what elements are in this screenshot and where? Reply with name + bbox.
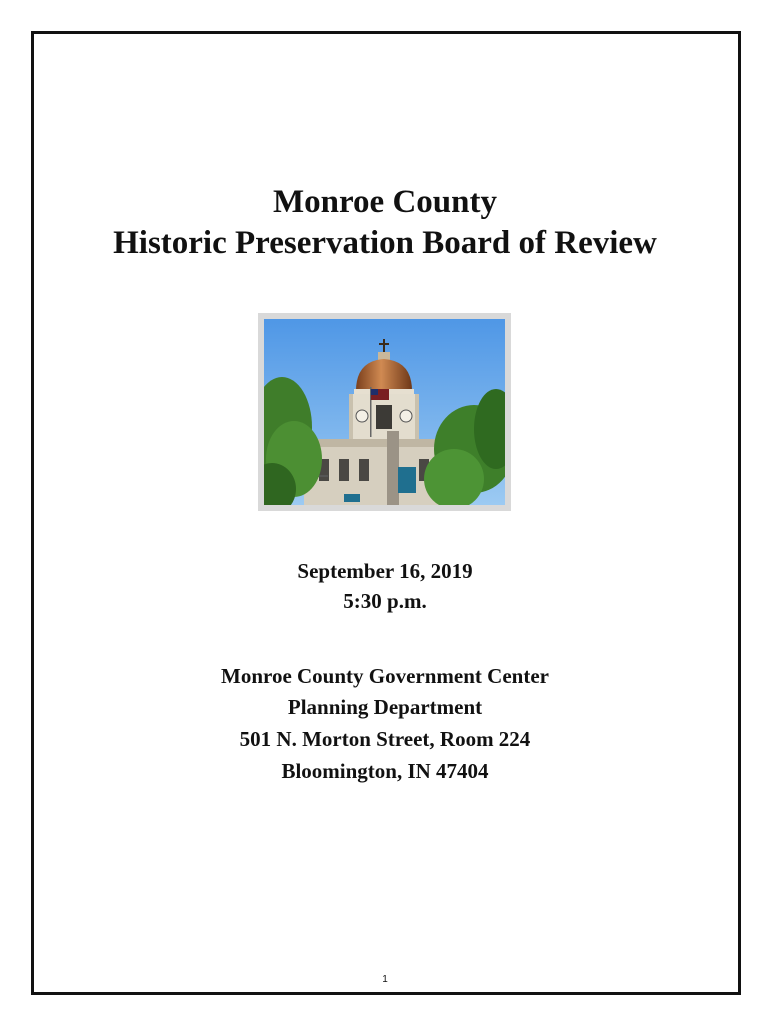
page-border xyxy=(31,31,741,995)
meeting-time: 5:30 p.m. xyxy=(343,589,427,613)
meeting-date: September 16, 2019 xyxy=(297,559,473,583)
page-number: 1 xyxy=(382,974,388,985)
location-city: Bloomington, IN 47404 xyxy=(281,759,489,783)
location-department: Planning Department xyxy=(287,695,483,719)
courthouse-photo xyxy=(264,319,505,505)
location-street: 501 N. Morton Street, Room 224 xyxy=(239,727,531,751)
courthouse-photo-frame xyxy=(258,313,511,511)
location-building: Monroe County Government Center xyxy=(221,664,549,688)
document-title-line-1: Monroe County xyxy=(273,184,497,220)
document-title-line-2: Historic Preservation Board of Review xyxy=(113,225,657,261)
